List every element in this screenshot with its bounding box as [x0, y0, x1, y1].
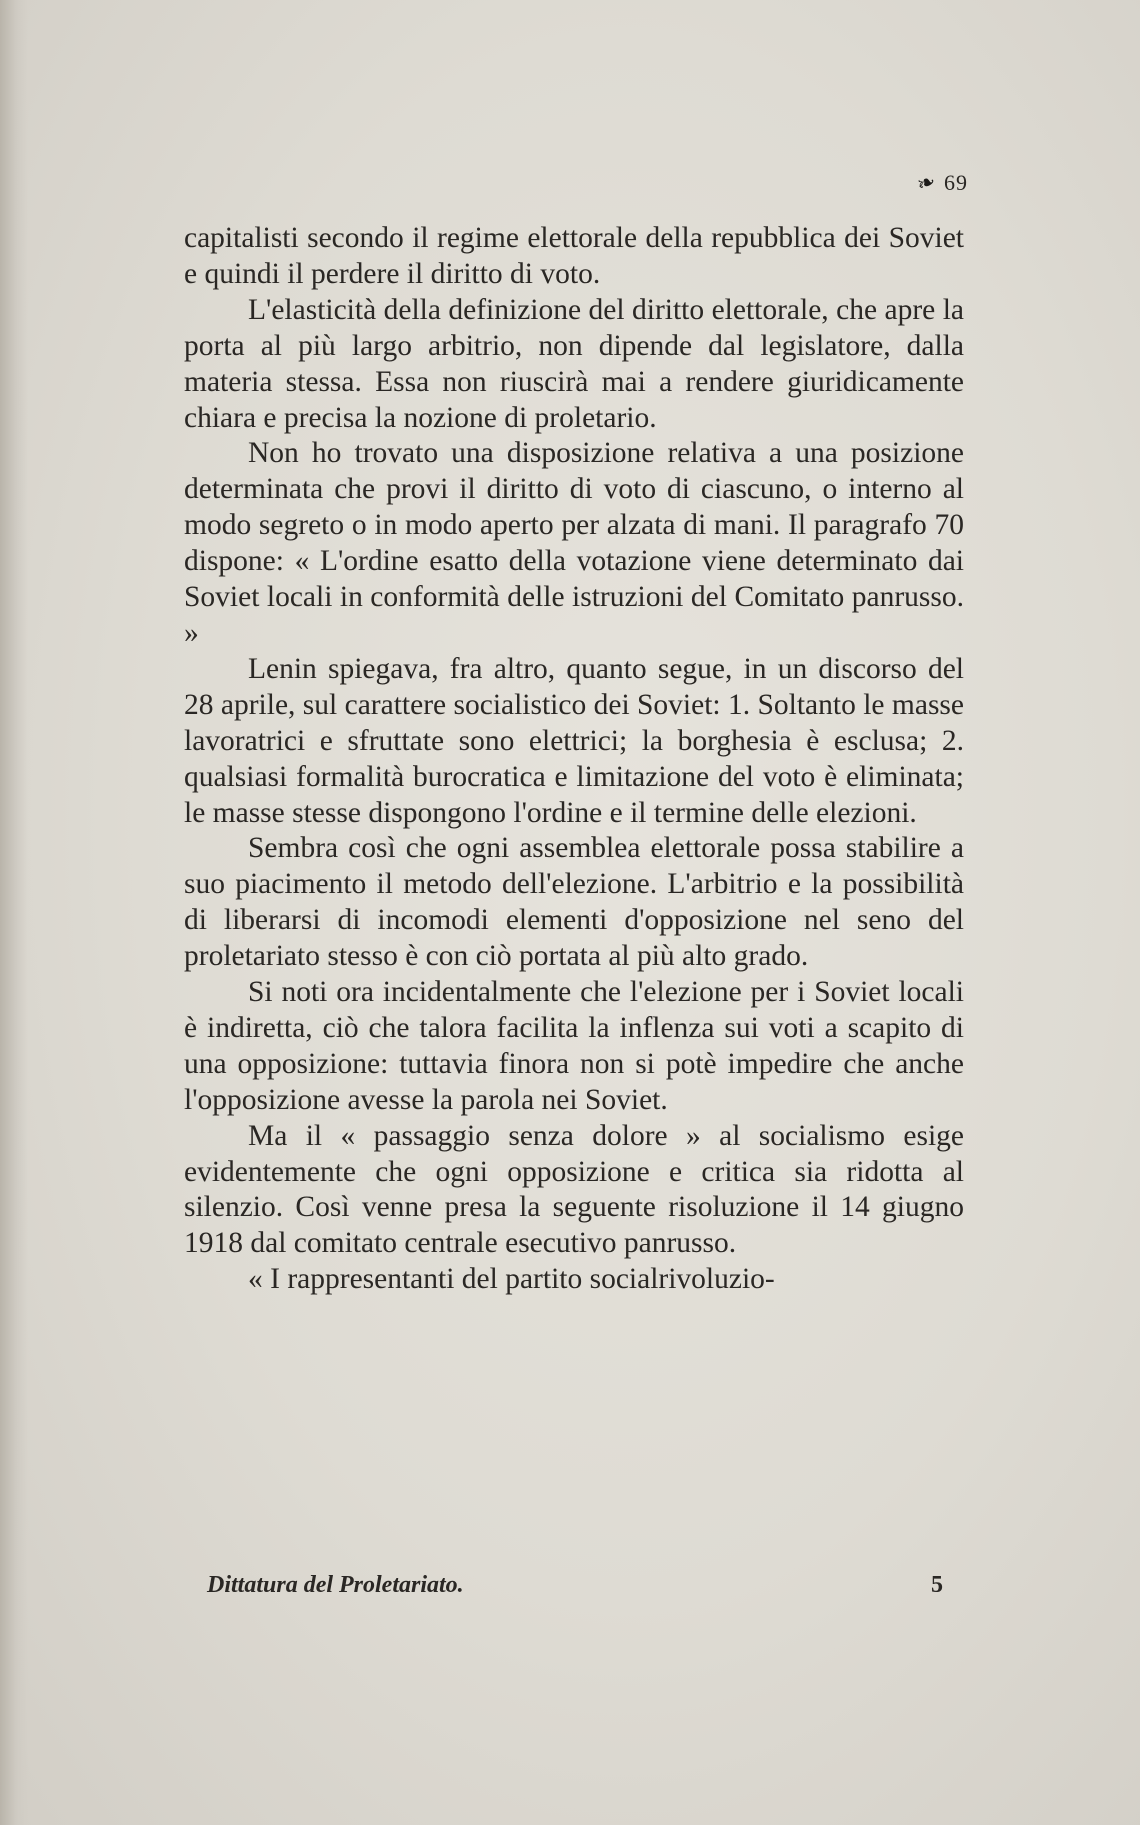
paragraph-6: Si noti ora incidentalmente che l'elezione per i Soviet locali è indiretta, ciò che talora facilita la inflenza sui voti a scapito di una opposizione: tuttavia finora non si potè impedire che anche l'opposizione avesse la parola nei Soviet. — [184, 976, 964, 1116]
paragraph-4: Lenin spiegava, fra altro, quanto segue, in un discorso del 28 aprile, sul carattere socialistico dei Soviet: 1. Soltanto le masse lavoratrici e sfruttate sono elettrici; la borghesia è esclusa; 2. qualsiasi formalità burocratica e limitazione del voto è eliminata; le masse stesse dispongono l'ordine e il termine delle elezioni. — [184, 652, 964, 829]
page-edge-shadow — [0, 0, 28, 1825]
paragraph-2: L'elasticità della definizione del diritto elettorale, che apre la porta al più largo arbitrio, non dipende dal legislatore, dalla materia stessa. Essa non riuscirà mai a rendere giuridicamente chiara e precisa la nozione di proletario. — [184, 293, 964, 434]
paragraph-3: Non ho trovato una disposizione relativa a una posizione determinata che provi il diritto di voto di ciascuno, o interno al modo segreto o in modo aperto per alzata di mani. Il paragrafo 70 dispone: « L'ordine esatto della votazione viene determinato dai Soviet locali in conformità delle istruzioni del Comitato panrusso. » — [184, 437, 964, 649]
page-footer — [207, 1572, 943, 1599]
page-header — [912, 167, 968, 198]
signature-mark: 5 — [931, 1572, 943, 1598]
body-text — [184, 221, 964, 1298]
paragraph-1: capitalisti secondo il regime elettorale della repubblica dei Soviet e quindi il perdere il diritto di voto. — [184, 222, 964, 290]
paragraph-5: Sembra così che ogni assemblea elettorale possa stabilire a suo piacimento il metodo dell'elezione. L'arbitrio e la possibilità di liberarsi di incomodi elementi d'opposizione nel seno del proletariato stesso è con ciò portata al più alto grado. — [184, 832, 964, 973]
paragraph-8: « I rappresentanti del partito socialrivoluzio- — [248, 1263, 775, 1296]
paragraph-7: Ma il « passaggio senza dolore » al socialismo esige evidentemente che ogni opposizione e critica sia ridotta al silenzio. Così venne presa la seguente risoluzione il 14 giugno 1918 dal comitato centrale esecutivo panrusso. — [184, 1119, 964, 1260]
fleuron-ornament-icon: ❧ — [912, 167, 940, 198]
page-number: 69 — [944, 170, 968, 195]
running-title: Dittatura del Proletariato. — [207, 1572, 464, 1598]
